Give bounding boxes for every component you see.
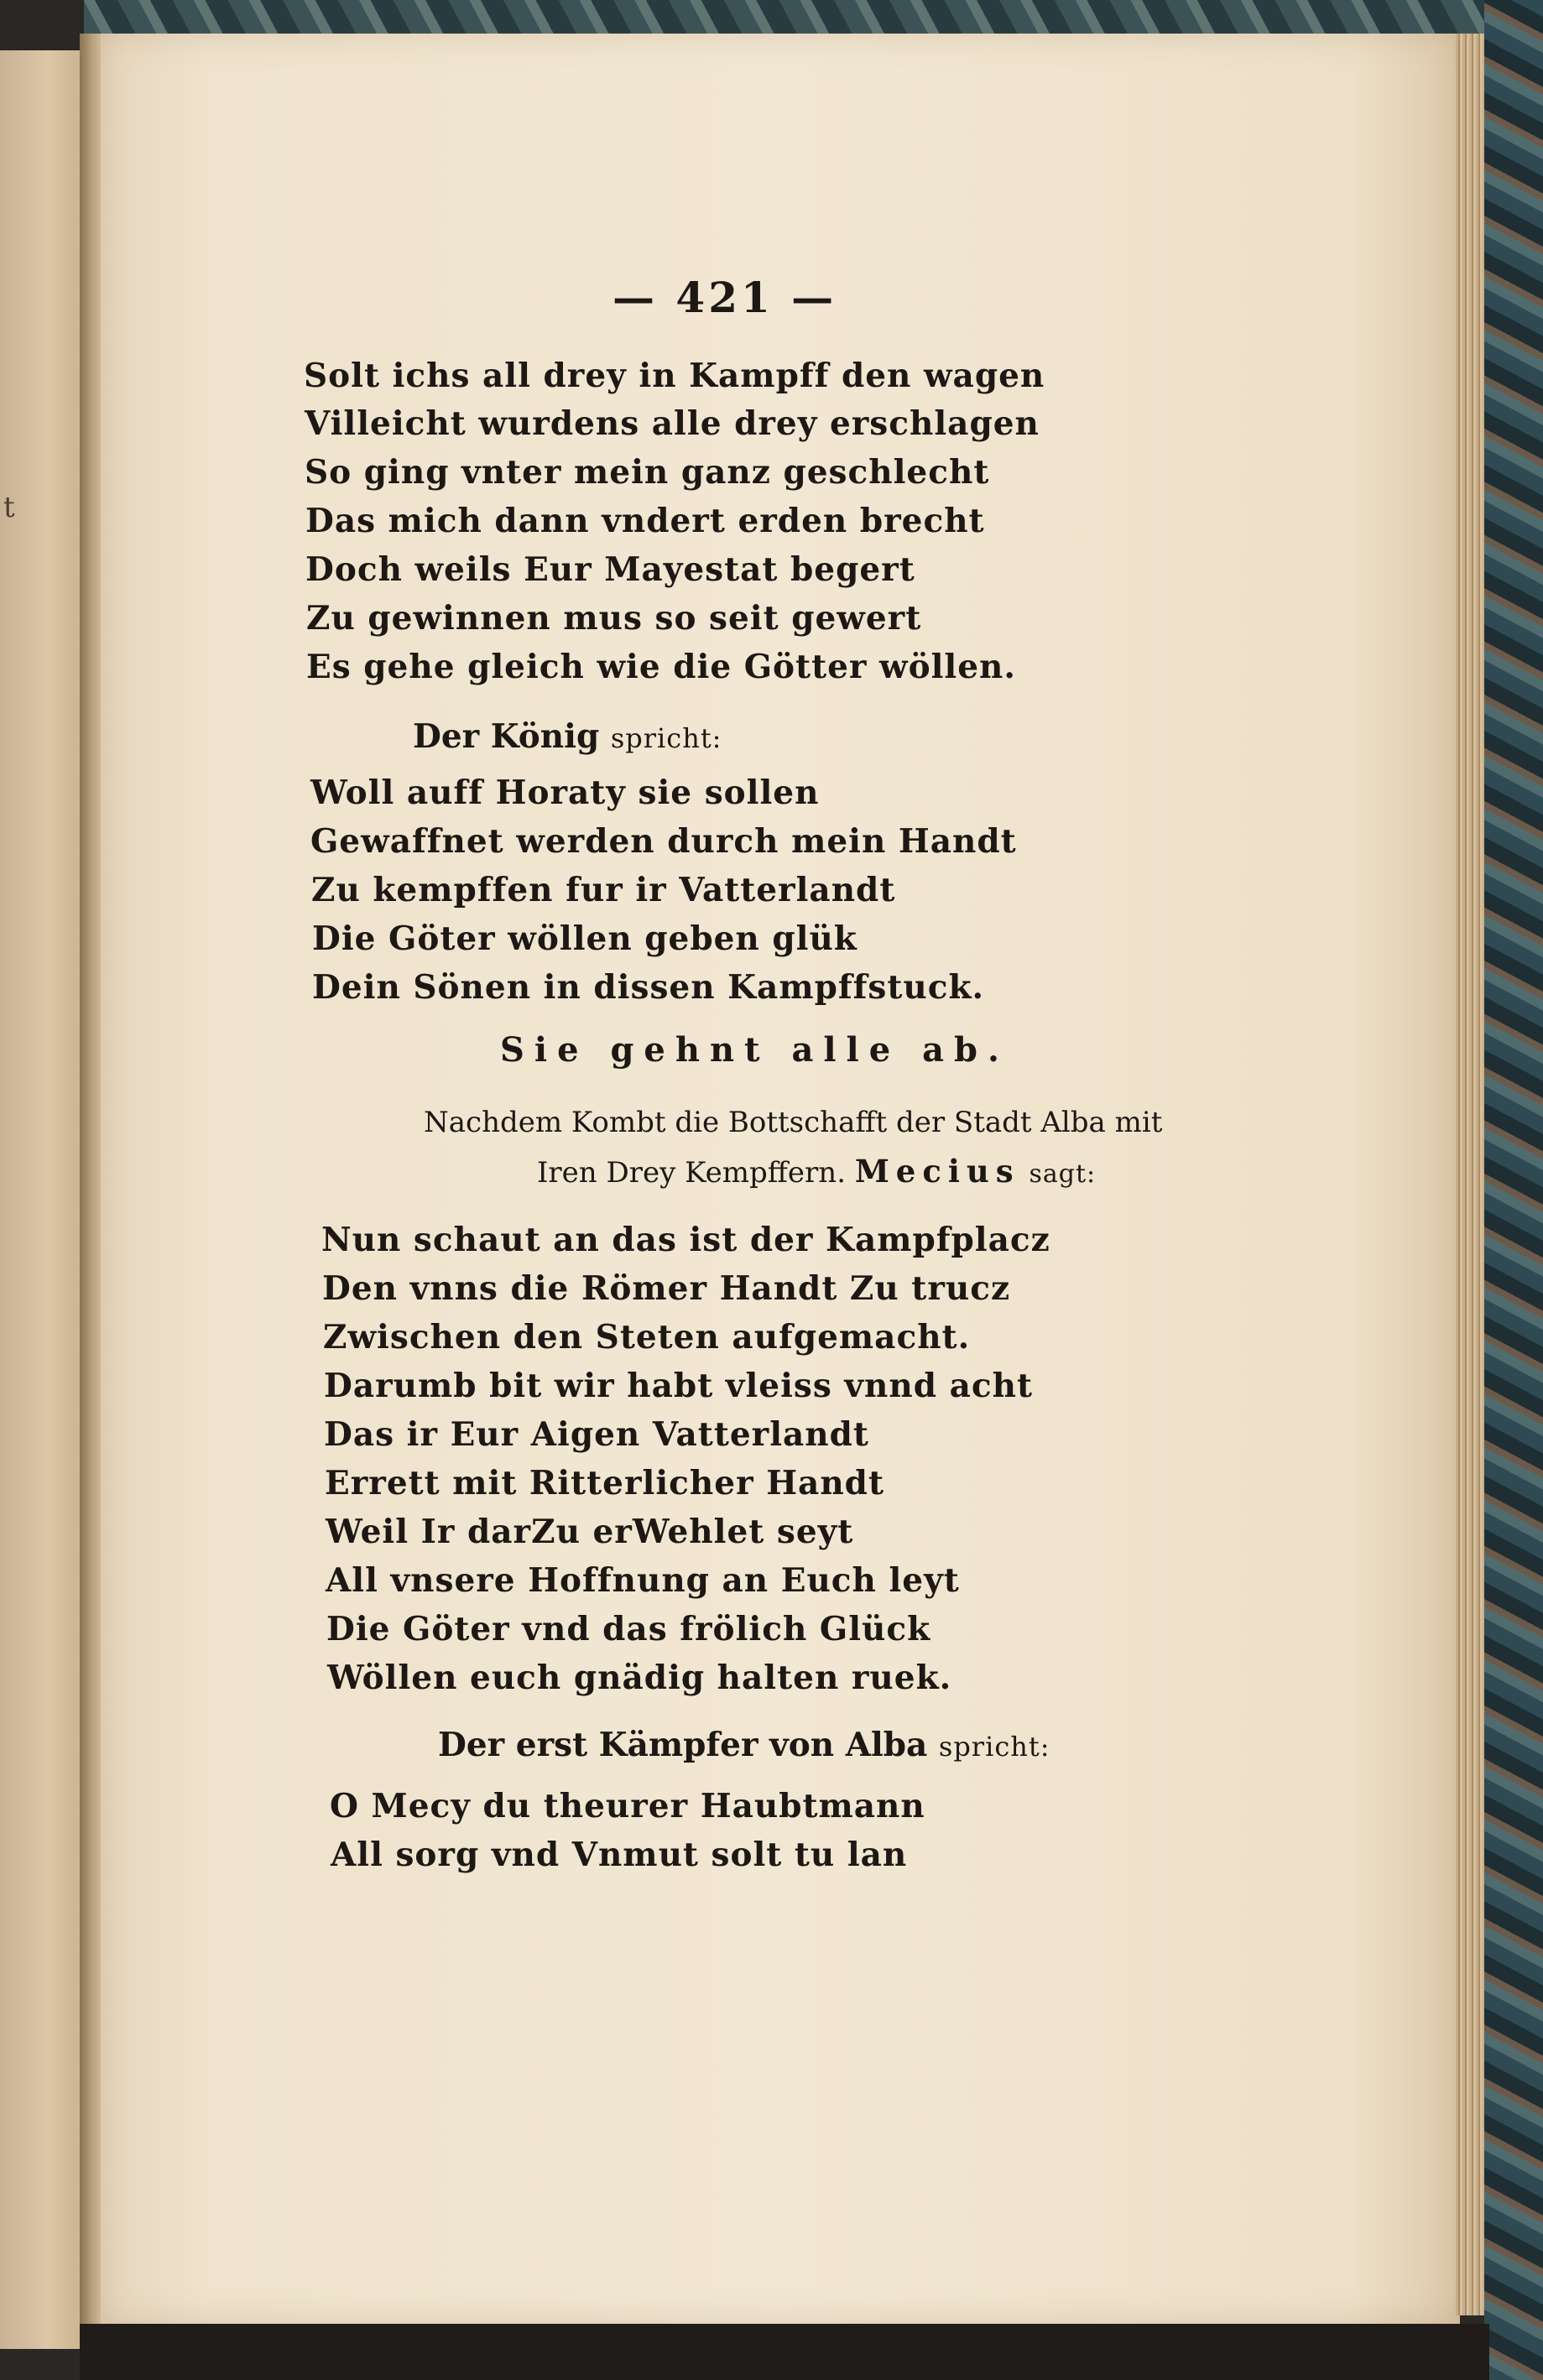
page-edges [1456,34,1488,2315]
speaker-name: Mecius [854,1153,1020,1190]
verse-line: Solt ichs all drey in Kampff den wagen [304,357,1045,395]
exit-stage-direction: Sie gehnt alle ab. [500,1030,1009,1070]
facing-page-edge [0,50,80,2349]
bottom-shadow [80,2324,1489,2380]
verse-line: Villeicht wurdens alle drey erschlagen [305,404,1040,443]
verse-line: Doch weils Eur Mayestat begert [305,550,915,589]
verse-line: Errett mit Ritterlicher Handt [325,1464,884,1502]
verse-line: O Mecy du theurer Haubtmann [330,1787,925,1825]
verse-line: Das ir Eur Aigen Vatterlandt [324,1415,869,1454]
verse-line: Es gehe gleich wie die Götter wöllen. [306,648,1016,686]
verse-line: Zu kempffen fur ir Vatterlandt [311,871,896,909]
verse-line: Den vnns die Römer Handt Zu trucz [322,1269,1011,1308]
speaker-verb: spricht: [610,722,722,754]
page-number: — 421 — [613,273,837,322]
verse-line: All vnsere Hoffnung an Euch leyt [326,1561,960,1600]
verse-line: Wöllen euch gnädig halten ruek. [327,1659,952,1697]
verse-line: Dein Sönen in dissen Kampffstuck. [312,968,985,1007]
verse-line: All sorg vnd Vnmut solt tu lan [331,1836,908,1874]
verse-line: Die Göter vnd das frölich Glück [326,1610,931,1648]
verse-line: Weil Ir darZu erWehlet seyt [326,1513,854,1551]
verse-line: Darumb bit wir habt vleiss vnnd acht [324,1367,1033,1405]
facing-page-letter: t [3,491,15,524]
speaker-verb: sagt: [1029,1159,1097,1189]
verse-line: Zwischen den Steten aufgemacht. [323,1318,971,1357]
speaker-heading [413,717,722,756]
verse-line: Die Göter wöllen geben glük [312,919,858,958]
marbled-cover-edge [1484,0,1543,2380]
verse-line: Gewaffnet werden durch mein Handt [310,822,1017,861]
verse-line: Zu gewinnen mus so seit gewert [306,599,922,638]
speaker-heading [438,1726,1050,1764]
speaker-name: Der König [413,717,600,756]
verse-line: Woll auff Horaty sie sollen [310,773,820,812]
stage-direction-line-1: Nachdem Kombt die Bottschafft der Stadt Alba mit [424,1106,1163,1139]
verse-line: So ging vnter mein ganz geschlecht [305,453,990,492]
speaker-verb: spricht: [938,1731,1050,1763]
verse-line: Nun schaut an das ist der Kampfplacz [321,1221,1050,1259]
verse-line: Das mich dann vndert erden brecht [305,502,985,540]
speaker-name: Der erst Kämpfer von Alba [438,1726,928,1764]
stage-direction-text: Iren Drey Kempffern. [537,1156,847,1190]
stage-direction-line-2 [537,1153,1096,1190]
